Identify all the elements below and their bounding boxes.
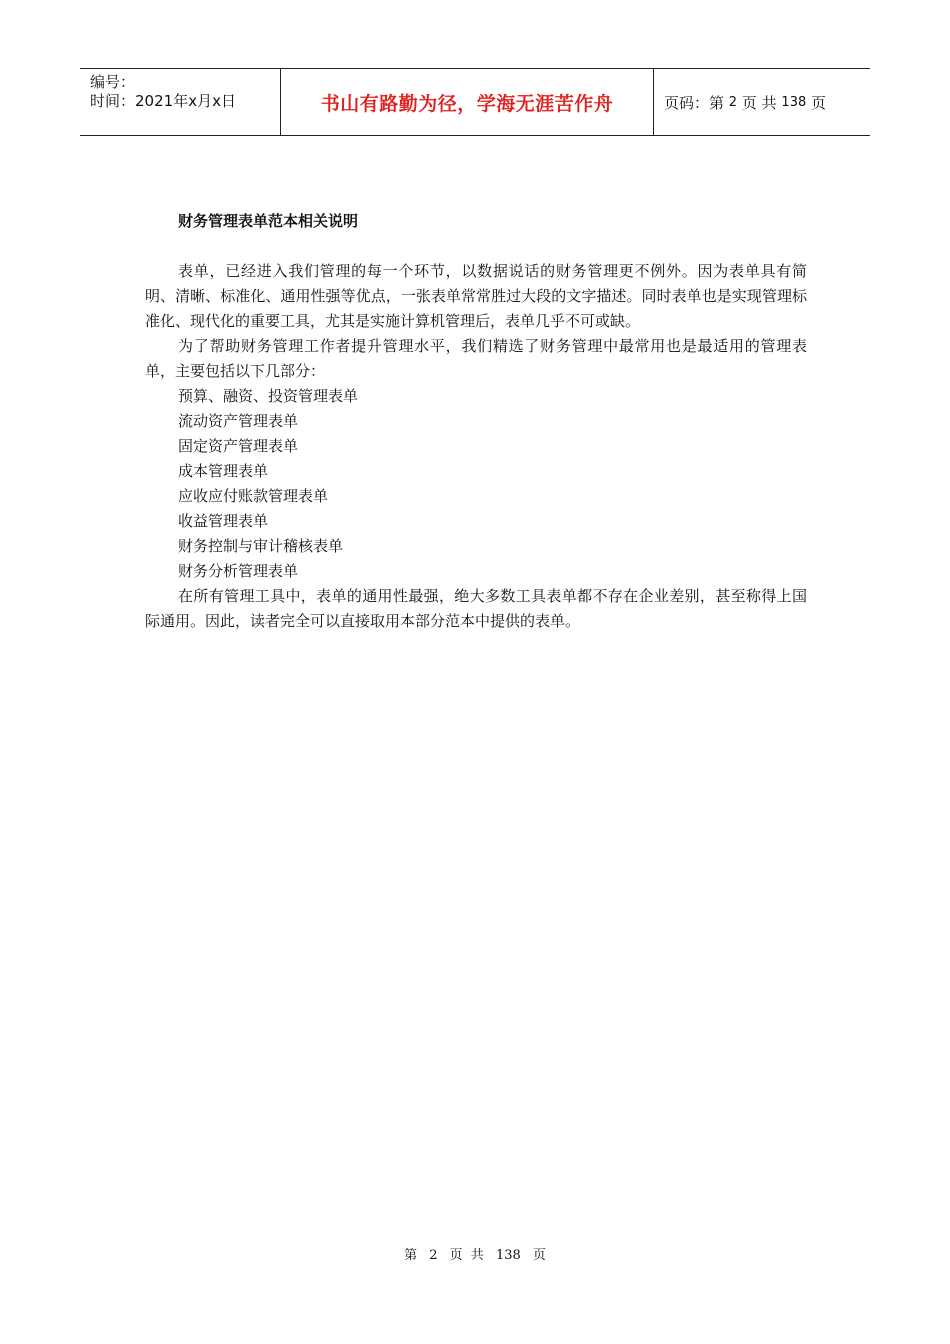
paragraph-purpose: 为了帮助财务管理工作者提升管理水平，我们精选了财务管理中最常用也是最适用的管理表单，主要包括以下几部分： xyxy=(145,337,807,380)
list-item: 预算、融资、投资管理表单 xyxy=(178,387,359,405)
document-body xyxy=(145,259,807,634)
footer-current: 2 xyxy=(429,1248,438,1263)
page-suffix: 页 xyxy=(811,93,827,112)
footer-mid: 页 共 xyxy=(449,1248,484,1263)
time-line xyxy=(90,92,280,111)
list-item: 财务控制与审计稽核表单 xyxy=(178,537,344,555)
list-item: 固定资产管理表单 xyxy=(178,437,299,455)
time-value: 2021年x月x日 xyxy=(135,92,236,110)
document-title: 财务管理表单范本相关说明 xyxy=(178,212,359,230)
header-table xyxy=(80,68,870,136)
page-mid: 页 共 xyxy=(741,93,777,112)
footer-prefix: 第 xyxy=(404,1248,418,1263)
header-meta-cell xyxy=(80,69,281,135)
page-total: 138 xyxy=(781,94,807,110)
header-motto-cell xyxy=(281,69,654,135)
paragraph-conclusion: 在所有管理工具中，表单的通用性最强，绝大多数工具表单都不存在企业差别，甚至称得上国际通用。因此，读者完全可以直接取用本部分范本中提供的表单。 xyxy=(145,587,807,630)
page-label: 页码：第 xyxy=(664,93,725,112)
list-item: 收益管理表单 xyxy=(178,512,269,530)
footer-total: 138 xyxy=(495,1248,521,1263)
number-label: 编号： xyxy=(90,73,136,91)
motto-text: 书山有路勤为径，学海无涯苦作舟 xyxy=(320,92,614,115)
footer-suffix: 页 xyxy=(532,1248,546,1263)
page-current: 2 xyxy=(728,94,738,110)
page-footer xyxy=(0,1244,950,1263)
list-item: 财务分析管理表单 xyxy=(178,562,299,580)
list-item: 成本管理表单 xyxy=(178,462,269,480)
time-label: 时间： xyxy=(90,92,136,110)
list-item: 应收应付账款管理表单 xyxy=(178,487,329,505)
list-item: 流动资产管理表单 xyxy=(178,412,299,430)
paragraph-intro: 表单，已经进入我们管理的每一个环节，以数据说话的财务管理更不例外。因为表单具有简明、清晰、标准化、通用性强等优点，一张表单常常胜过大段的文字描述。同时表单也是实现管理标准化、现代化的重要工具，尤其是实施计算机管理后，表单几乎不可或缺。 xyxy=(145,262,807,330)
header-page-cell xyxy=(654,69,870,135)
